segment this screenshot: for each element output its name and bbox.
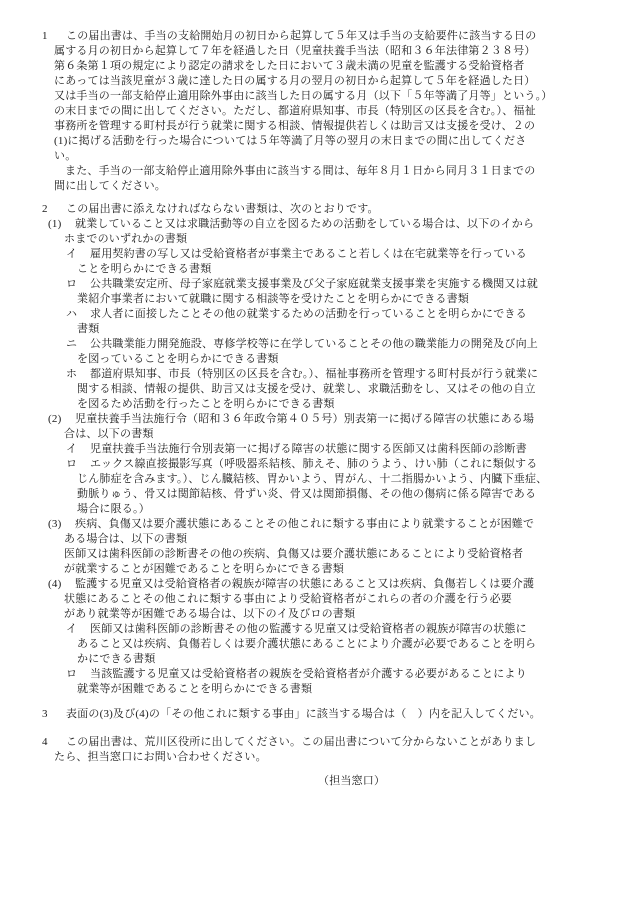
section-4 bbox=[42, 735, 600, 765]
text-line: 属する月の初日から起算して７年を経過した日（児童扶養手当法（昭和３６年法律第２３８号） bbox=[54, 45, 536, 57]
text-line: 動脈りゅう、骨又は関節結核、骨ずい炎、骨又は関節損傷、その他の傷病に係る障害である bbox=[77, 488, 537, 500]
text-line: 児童扶養手当法施行令（昭和３６年政令第４０５号）別表第一に掲げる障害の状態にある場 bbox=[75, 413, 535, 425]
text-line: 間に出してください。 bbox=[54, 180, 166, 192]
kana-item-ro-marker: ロ bbox=[66, 458, 78, 470]
contact-window-label: （担当窓口） bbox=[318, 775, 386, 787]
text-line: エックス線直接撮影写真（呼吸器系結核、肺えそ、肺のうよう、けい肺（これに類似する bbox=[90, 458, 538, 470]
kana-item-i bbox=[42, 442, 600, 457]
text-line: 状態にあることその他これに類する事由により受給資格者がこれらの者の介護を行う必要 bbox=[64, 593, 512, 605]
text-line: 就業していること又は求職活動等の自立を図るための活動をしている場合は、以下のイから bbox=[75, 218, 535, 230]
text-line: にあっては当該児童が３歳に達した日の属する月の翌月の初日から起算して５年を経過した日） bbox=[54, 75, 536, 87]
kana-item-i-marker: イ bbox=[66, 443, 78, 455]
sub-item-3-marker: (3) bbox=[48, 518, 62, 530]
text-line: 第６条第１項の規定により認定の請求をした日において３歳未満の児童を監護する受給資格者 bbox=[54, 60, 525, 72]
sub-item-4 bbox=[42, 577, 600, 592]
text-line: 表面の(3)及び(4)の「その他これに類する事由」に該当する場合は（ ）内を記入してくだい。 bbox=[66, 708, 541, 720]
item-2-marker: 2 bbox=[42, 203, 48, 215]
kana-item-ha-marker: ハ bbox=[66, 308, 78, 320]
text-line: (1)に掲げる活動を行った場合については５年等満了月等の翌月の末日までの間に出してくださ bbox=[54, 135, 527, 147]
sub-item-1 bbox=[42, 217, 600, 232]
section-3 bbox=[42, 707, 600, 722]
kana-item-ho bbox=[42, 367, 600, 382]
text-line: 疾病、負傷又は要介護状態にあることその他これに類する事由により就業することが困難で bbox=[75, 518, 535, 530]
text-line: ことを明らかにできる書類 bbox=[77, 263, 212, 275]
text-line: の末日までの間に出してください。ただし、都道府県知事、市長（特別区の区長を含む。）、福祉 bbox=[54, 105, 536, 117]
text-line: かにできる書類 bbox=[77, 653, 156, 665]
item-4-first-line bbox=[42, 735, 600, 750]
kana-item-i-marker: イ bbox=[66, 623, 78, 635]
text-line: 都道府県知事、市長（特別区の区長を含む。）、福祉事務所を管理する町村長が行う就業に bbox=[90, 368, 539, 380]
sub-item-3 bbox=[42, 517, 600, 532]
sub-item-2 bbox=[42, 412, 600, 427]
item-3-marker: 3 bbox=[42, 708, 48, 720]
text-line: があり就業等が困難である場合は、以下のイ及びロの書類 bbox=[64, 608, 356, 620]
kana-item-ro bbox=[42, 277, 600, 292]
text-line: ホまでのいずれかの書類 bbox=[64, 233, 188, 245]
text-line: 関する相談、情報の提供、助言又は支援を受け、就業し、求職活動をし、又はその他の自立 bbox=[77, 383, 536, 395]
text-line: 児童扶養手当法施行令別表第一に掲げる障害の状態に関する医師又は歯科医師の診断書 bbox=[90, 443, 527, 455]
text-line: 医師又は歯科医師の診断書その他の監護する児童又は受給資格者の親族が障害の状態に bbox=[90, 623, 527, 635]
kana-item-ro-marker: ロ bbox=[66, 668, 78, 680]
text-line: 監護する児童又は受給資格者の親族が障害の状態にあること又は疾病、負傷若しくは要介護 bbox=[75, 578, 535, 590]
text-line: あること又は疾病、負傷若しくは要介護状態にあることにより介護が必要であることを明ら bbox=[77, 638, 537, 650]
item-1-marker: 1 bbox=[42, 30, 48, 42]
text-line: 書類 bbox=[77, 323, 100, 335]
text-line: この届出書は、手当の支給開始月の初日から起算して５年又は手当の支給要件に該当する日の bbox=[66, 30, 537, 42]
text-line: 就業等が困難であることを明らかにできる書類 bbox=[77, 683, 313, 695]
item-4-marker: 4 bbox=[42, 736, 48, 748]
kana-item-ro bbox=[42, 667, 600, 682]
sub-item-1-marker: (1) bbox=[48, 218, 62, 230]
text-line: 合は、以下の書類 bbox=[64, 428, 154, 440]
kana-item-ro-marker: ロ bbox=[66, 278, 78, 290]
kana-item-ro bbox=[42, 457, 600, 472]
kana-item-ni bbox=[42, 337, 600, 352]
text-line: 事務所を管理する町村長が行う就業に関する相談、情報提供若しくは助言又は支援を受け、２の bbox=[54, 120, 536, 132]
kana-item-i bbox=[42, 247, 600, 262]
kana-item-i bbox=[42, 622, 600, 637]
text-line: 場合に限る。） bbox=[77, 503, 150, 515]
text-line: 公共職業安定所、母子家庭就業支援事業及び父子家庭就業支援事業を実施する機関又は就 bbox=[90, 278, 538, 290]
sub-item-4-marker: (4) bbox=[48, 578, 62, 590]
text-line: ある場合は、以下の書類 bbox=[64, 533, 188, 545]
text-line: たら、担当窓口にお問い合わせください。 bbox=[54, 751, 267, 763]
section-2 bbox=[42, 202, 600, 697]
kana-item-ho-marker: ホ bbox=[66, 368, 78, 380]
section-1 bbox=[42, 29, 600, 194]
item-1-first-line bbox=[42, 29, 600, 44]
item-3-line bbox=[42, 707, 600, 722]
text-line: い。 bbox=[54, 150, 77, 162]
item-2-heading bbox=[42, 202, 600, 217]
text-line: また、手当の一部支給停止適用除外事由に該当する間は、毎年８月１日から同月３１日までの bbox=[65, 165, 536, 177]
text-line: 医師又は歯科医師の診断書その他の疾病、負傷又は要介護状態にあることにより受給資格者 bbox=[64, 548, 524, 560]
text-line: この届出書は、荒川区役所に出してください。この届出書について分からないことがありまし bbox=[66, 736, 537, 748]
text-line: を図っていることを明らかにできる書類 bbox=[77, 353, 279, 365]
kana-item-ni-marker: ニ bbox=[66, 338, 78, 350]
text-line: じん肺症を含みます。）、じん臓結核、胃かいよう、胃がん、十二指腸かいよう、内臓下垂症、 bbox=[77, 473, 548, 485]
text-line: 雇用契約書の写し又は受給資格者が事業主であること若しくは在宅就業等を行っている bbox=[90, 248, 527, 260]
sub-item-2-marker: (2) bbox=[48, 413, 62, 425]
text-line: が就業することが困難であることを明らかにできる書類 bbox=[64, 563, 344, 575]
text-line: 又は手当の一部支給停止適用除外事由に該当した日の属する月（以下「５年等満了月等」という。） bbox=[54, 90, 553, 102]
text-line: この届出書に添えなければならない書類は、次のとおりです。 bbox=[66, 203, 379, 215]
text-line: を図るため活動を行ったことを明らかにできる書類 bbox=[77, 398, 335, 410]
text-line: 求人者に面接したことその他の就業するための活動を行っていることを明らかにできる bbox=[90, 308, 527, 320]
text-line: 公共職業能力開発施設、専修学校等に在学していることその他の職業能力の開発及び向上 bbox=[90, 338, 538, 350]
kana-item-i-marker: イ bbox=[66, 248, 78, 260]
text-line: 当該監護する児童又は受給資格者の親族を受給資格者が介護する必要があることにより bbox=[90, 668, 527, 680]
kana-item-ha bbox=[42, 307, 600, 322]
text-line: 業紹介事業者において就職に関する相談等を受けたことを明らかにできる書類 bbox=[77, 293, 469, 305]
